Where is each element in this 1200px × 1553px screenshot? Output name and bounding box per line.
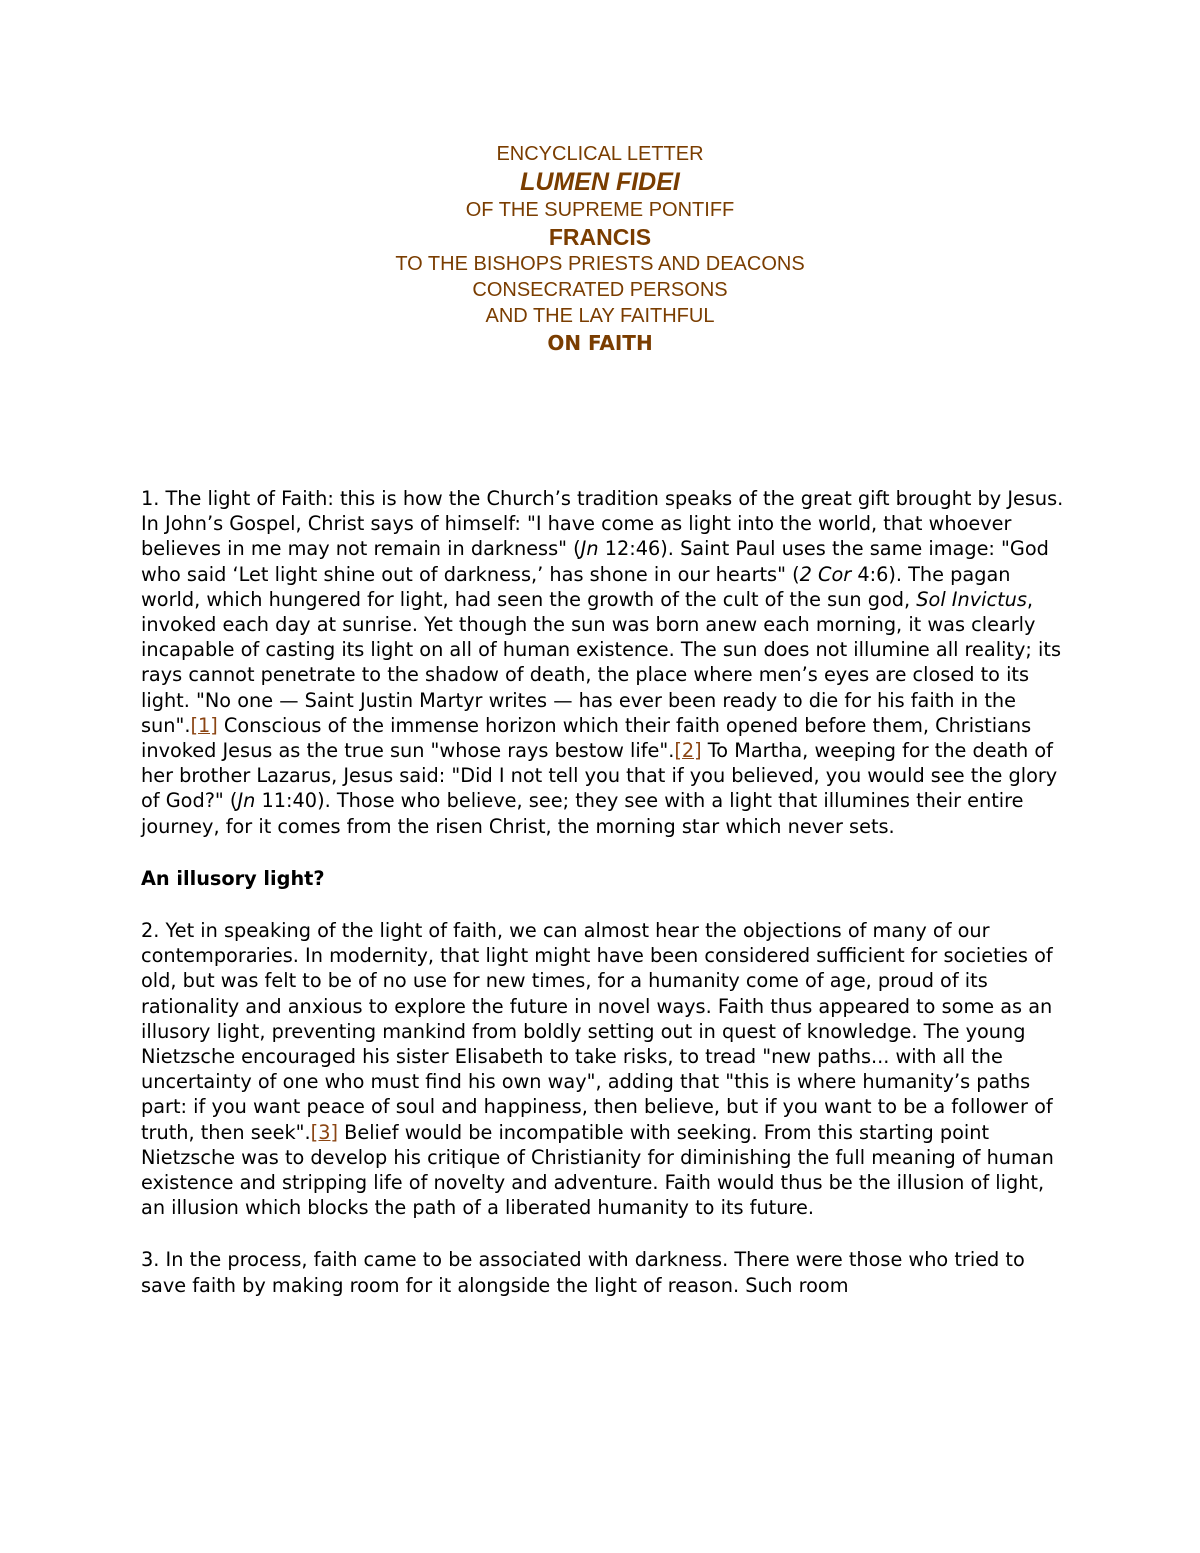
- p2-text-a: 2. Yet in speaking of the light of faith, we can almost hear the objections of many of our contemporaries. In modernity, that light might have been considered sufficient for societies of old, but was felt to be of no use for new times, for a humanity come of age, proud of its rationality and anxious to explore the future in novel ways. Faith thus appeared to some as an illusory light, preventing mankind from boldly setting out in quest of knowledge. The young Nietzsche encouraged his sister Elisabeth to take risks, to tread "new paths... with all the uncertainty of one who must find his own way", adding that "this is where humanity’s paths part: if you want peace of soul and happiness, then believe, but if you want to be a follower of truth, then seek".: [141, 919, 1053, 1144]
- header-addressees-3: AND THE LAY FAITHFUL: [485, 305, 715, 327]
- paragraph-2: [141, 918, 1066, 1220]
- document-body: [141, 486, 1066, 1325]
- p2-text-b: Belief would be incompatible with seeking. From this starting point Nietzsche was to develop his critique of Christianity for diminishing the full meaning of human existence and stripping life of novelty and adventure. Faith would thus be the illusion of light, an illusion which blocks the path of a liberated humanity to its future.: [141, 1120, 1054, 1220]
- p1-text-b: 12:46). Saint Paul uses the same image: "God who said ‘Let light shine out of darkness,’ has shone in our hearts" (: [141, 537, 1049, 586]
- citation-jn-12: Jn: [580, 537, 599, 561]
- footnote-link-2[interactable]: [2]: [674, 739, 702, 763]
- header-author: FRANCIS: [548, 224, 652, 250]
- document-header: [0, 141, 1200, 357]
- sol-invictus: Sol Invictus: [916, 587, 1027, 611]
- p1-text-c: 4:6). The pagan world, which hungered for light, had seen the growth of the cult of the sun god,: [141, 562, 1011, 611]
- header-supreme-pontiff: OF THE SUPREME PONTIFF: [465, 199, 735, 221]
- paragraph-1: [141, 486, 1066, 839]
- header-addressees-1: TO THE BISHOPS PRIESTS AND DEACONS: [395, 253, 805, 275]
- footnote-link-3[interactable]: [3]: [310, 1120, 338, 1144]
- header-title: LUMEN FIDEI: [520, 168, 680, 196]
- header-encyclical-letter: ENCYCLICAL LETTER: [496, 143, 704, 165]
- p1-text-e: Conscious of the immense horizon which their faith opened before them, Christians invoked Jesus as the true sun "whose rays bestow life".: [141, 713, 1032, 763]
- footnote-link-1[interactable]: [1]: [190, 713, 218, 737]
- p1-text-f: To Martha, weeping for the death of her brother Lazarus, Jesus said: "Did I not tell you that if you believed, you would see the glory of God?" (: [141, 739, 1058, 813]
- citation-jn-11: Jn: [237, 789, 256, 813]
- section-heading-illusory-light: An illusory light?: [141, 866, 325, 890]
- paragraph-3: 3. In the process, faith came to be associated with darkness. There were those who tried to save faith by making room for it alongside the light of reason. Such room: [141, 1248, 1025, 1297]
- header-addressees-2: CONSECRATED PERSONS: [472, 279, 728, 301]
- header-subject: ON FAITH: [547, 331, 653, 355]
- p1-text-a: 1. The light of Faith: this is how the Church’s tradition speaks of the great gift brought by Jesus. In John’s Gospel, Christ says of himself: "I have come as light into the world, that whoever believes in me may not remain in darkness" (: [141, 487, 1064, 561]
- citation-2cor: 2 Cor: [799, 562, 852, 586]
- p1-text-g: 11:40). Those who believe, see; they see with a light that illumines their entire journey, for it comes from the risen Christ, the morning star which never sets.: [141, 789, 1024, 838]
- p1-text-d: , invoked each day at sunrise. Yet though the sun was born anew each morning, it was clearly incapable of casting its light on all of human existence. The sun does not illumine all reality; its rays cannot penetrate to the shadow of death, the place where men’s eyes are closed to its light. "No one — Saint Justin Martyr writes — has ever been ready to die for his faith in the sun".: [141, 587, 1062, 737]
